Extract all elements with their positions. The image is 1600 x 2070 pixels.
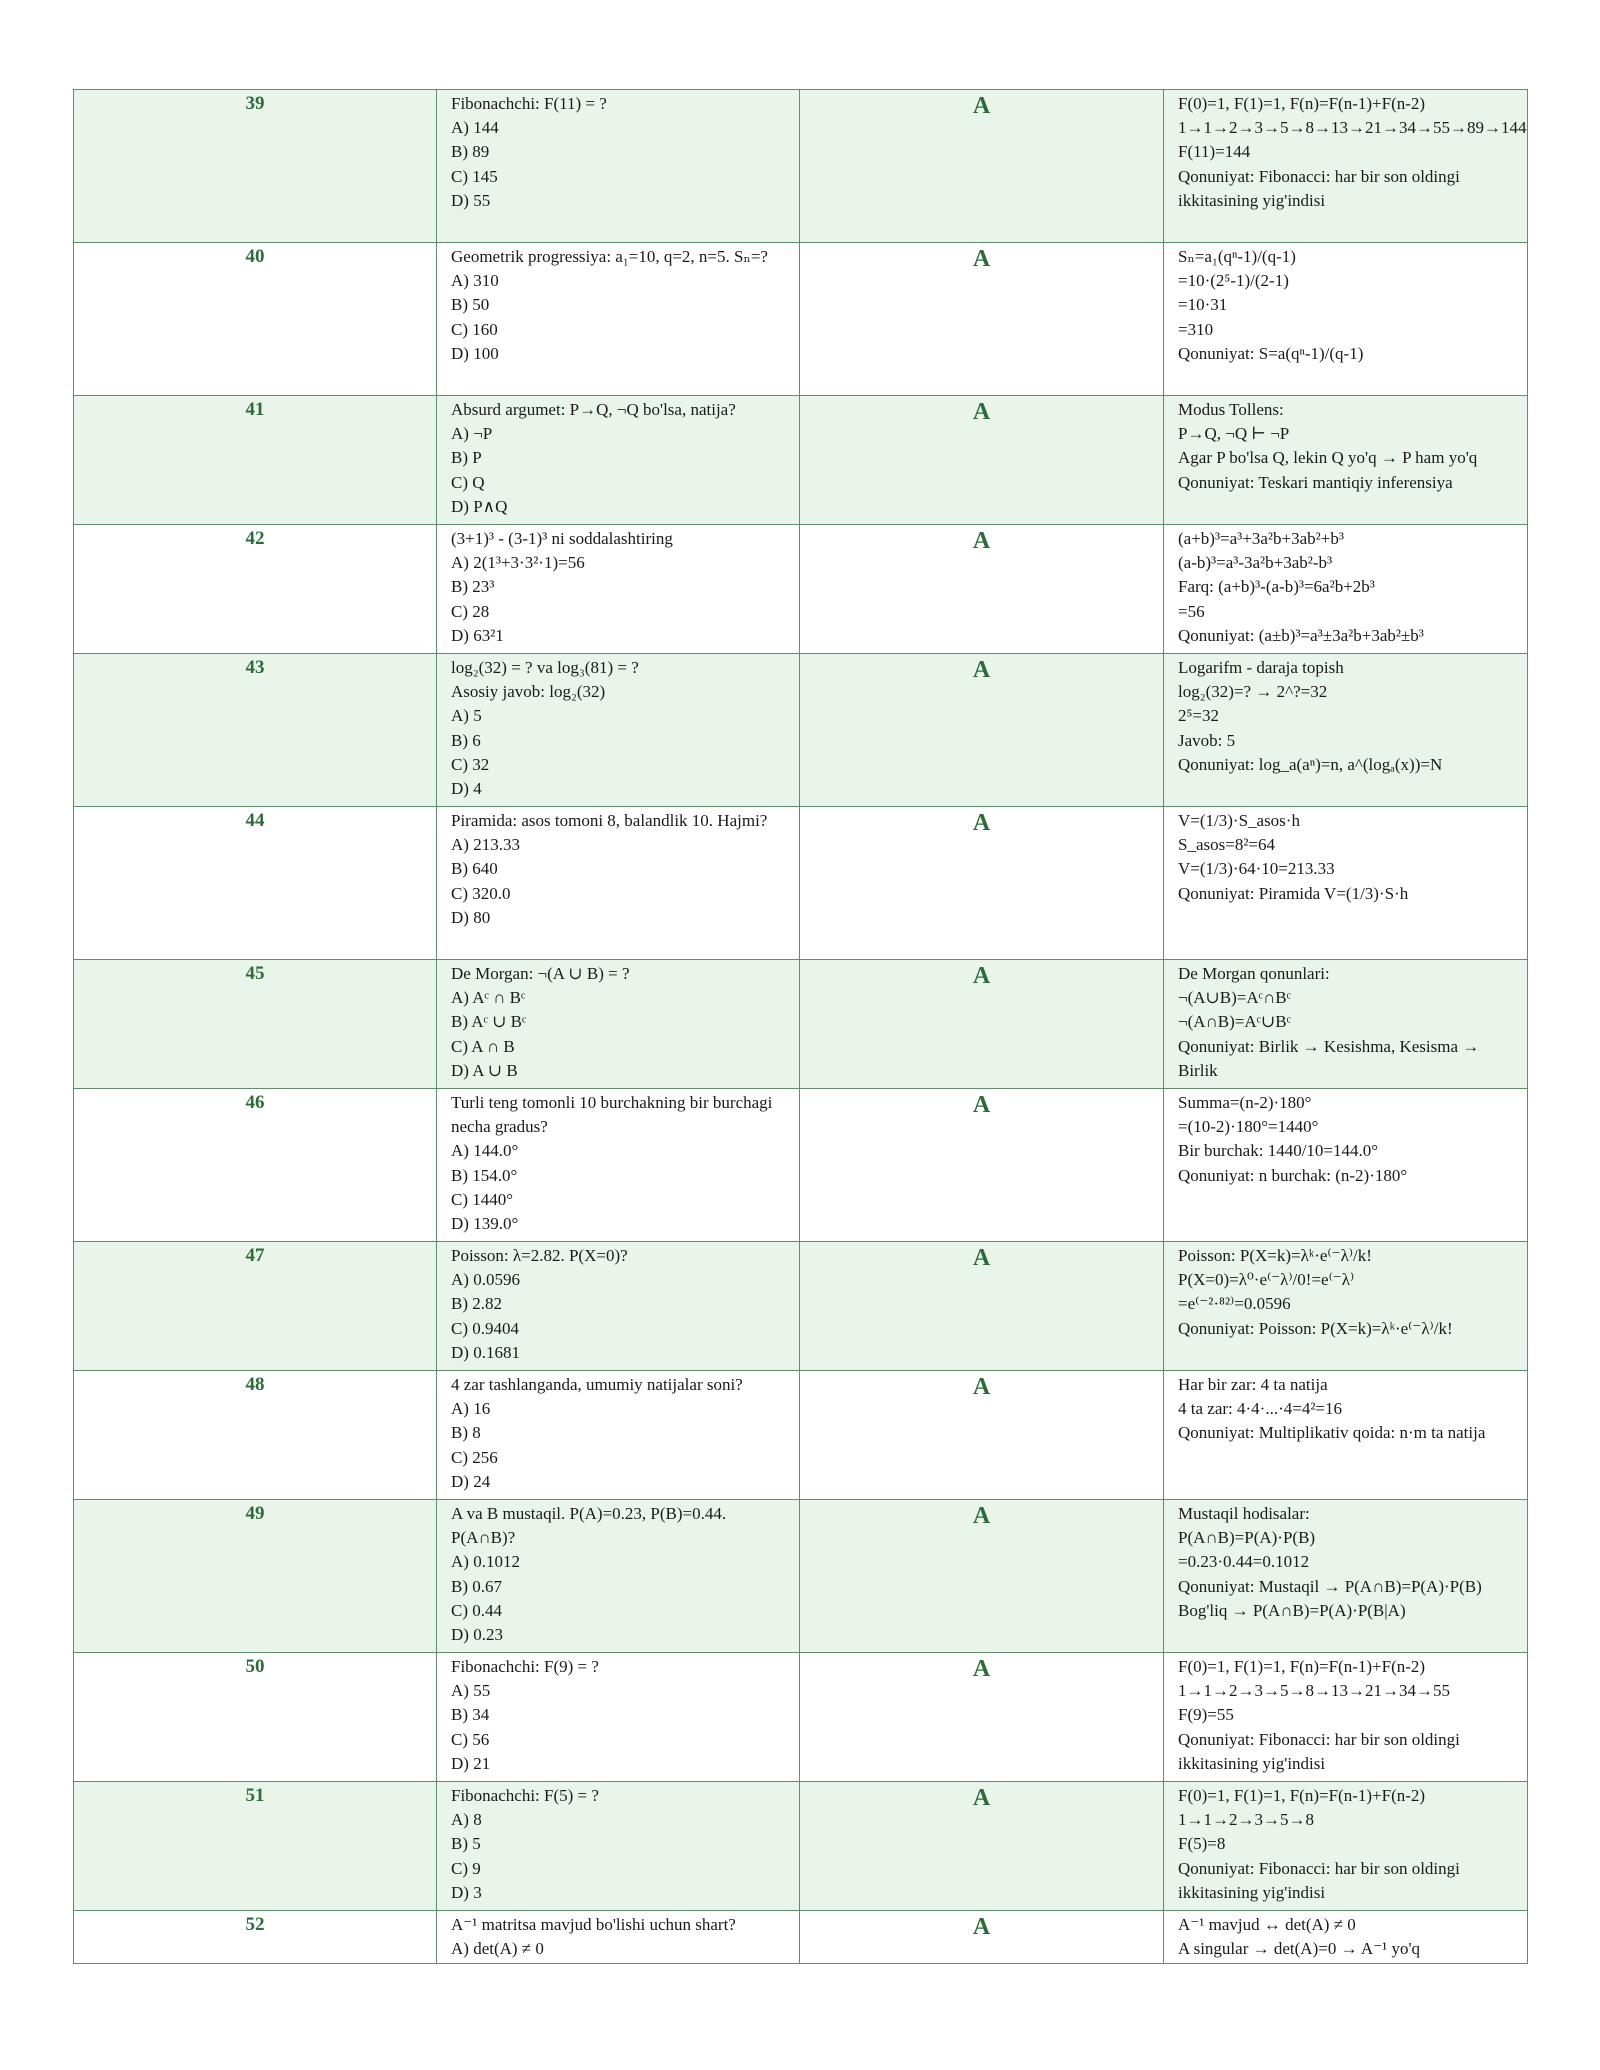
explanation-line: Qonuniyat: n burchak: (n-2)·180° xyxy=(1178,1165,1408,1185)
correct-answer: A xyxy=(800,960,1164,1089)
question-number: 39 xyxy=(74,90,437,243)
question-text: De Morgan: ¬(A ∪ B) = ? xyxy=(451,964,630,983)
question-text: Turli teng tomonli 10 burchakning bir burchagi necha gradus? xyxy=(451,1093,773,1137)
explanation-line: F(0)=1, F(1)=1, F(n)=F(n-1)+F(n-2) xyxy=(1178,1657,1426,1676)
explanation-cell xyxy=(1164,960,1528,1089)
answer-option: C) 0.9404 xyxy=(451,1318,519,1338)
answer-option: C) Q xyxy=(451,472,485,492)
answer-table xyxy=(73,89,1528,1964)
explanation-line: Qonuniyat: log_a(aⁿ)=n, a^(logₐ(x))=N xyxy=(1178,754,1443,774)
answer-option: B) 0.67 xyxy=(451,1576,502,1596)
explanation-line: Modus Tollens: xyxy=(1178,400,1284,419)
question-cell xyxy=(437,1653,800,1782)
question-number: 44 xyxy=(74,807,437,960)
answer-option: B) 6 xyxy=(451,730,481,750)
explanation-line: A singular → det(A)=0 → A⁻¹ yo'q xyxy=(1178,1939,1421,1959)
explanation-line: Qonuniyat: Mustaqil → P(A∩B)=P(A)·P(B) xyxy=(1178,1576,1482,1596)
table-row xyxy=(74,243,1528,396)
answer-option: A) 5 xyxy=(451,706,482,726)
explanation-cell xyxy=(1164,1653,1528,1782)
explanation-line: Farq: (a+b)³-(a-b)³=6a²b+2b³ xyxy=(1178,577,1375,597)
question-cell xyxy=(437,1371,800,1500)
answer-option: C) 145 xyxy=(451,166,498,186)
answer-option: Asosiy javob: log₂(32) xyxy=(451,682,606,702)
correct-answer: A xyxy=(800,1500,1164,1653)
question-text: Geometrik progressiya: a₁=10, q=2, n=5. Sₙ=? xyxy=(451,247,768,266)
question-cell xyxy=(437,396,800,525)
question-text: Fibonachchi: F(9) = ? xyxy=(451,1657,599,1676)
explanation-line: P→Q, ¬Q ⊢ ¬P xyxy=(1178,424,1290,444)
table-row xyxy=(74,525,1528,654)
table-row xyxy=(74,1371,1528,1500)
explanation-line: =310 xyxy=(1178,319,1214,339)
correct-answer: A xyxy=(800,525,1164,654)
answer-option: A) 0.1012 xyxy=(451,1552,520,1572)
answer-option: D) 0.1681 xyxy=(451,1342,520,1362)
question-cell xyxy=(437,807,800,960)
explanation-line: A⁻¹ mavjud ↔ det(A) ≠ 0 xyxy=(1178,1915,1356,1934)
explanation-line: Sₙ=a₁(qⁿ-1)/(q-1) xyxy=(1178,247,1296,266)
table-row xyxy=(74,960,1528,1089)
answer-option: A) 2(1³+3·3²·1)=56 xyxy=(451,553,585,573)
table-row xyxy=(74,90,1528,243)
question-number: 42 xyxy=(74,525,437,654)
answer-option: D) 0.23 xyxy=(451,1625,503,1645)
table-row xyxy=(74,1089,1528,1242)
correct-answer: A xyxy=(800,807,1164,960)
question-text: Poisson: λ=2.82. P(X=0)? xyxy=(451,1246,628,1265)
explanation-line: ¬(A∪B)=Aᶜ∩Bᶜ xyxy=(1178,988,1291,1008)
explanation-line: F(0)=1, F(1)=1, F(n)=F(n-1)+F(n-2) xyxy=(1178,94,1426,113)
explanation-cell xyxy=(1164,1089,1528,1242)
question-text: Fibonachchi: F(5) = ? xyxy=(451,1786,599,1805)
answer-option: D) 139.0° xyxy=(451,1214,519,1234)
answer-option: A) Aᶜ ∩ Bᶜ xyxy=(451,988,526,1008)
answer-option: C) 32 xyxy=(451,754,490,774)
explanation-line: Qonuniyat: Fibonacci: har bir son oldingi ikkitasining yig'indisi xyxy=(1178,166,1460,210)
explanation-line: (a-b)³=a³-3a²b+3ab²-b³ xyxy=(1178,553,1333,573)
answer-option: C) 256 xyxy=(451,1447,498,1467)
explanation-line: =(10-2)·180°=1440° xyxy=(1178,1117,1319,1137)
question-text: A⁻¹ matritsa mavjud bo'lishi uchun shart? xyxy=(451,1915,736,1934)
explanation-line: Har bir zar: 4 ta natija xyxy=(1178,1375,1328,1394)
answer-option: D) P∧Q xyxy=(451,496,508,516)
answer-option: A) 144 xyxy=(451,118,499,138)
answer-option: C) A ∩ B xyxy=(451,1036,515,1056)
answer-option: C) 28 xyxy=(451,601,490,621)
answer-option: B) 2.82 xyxy=(451,1294,502,1314)
question-cell xyxy=(437,1089,800,1242)
question-text: (3+1)³ - (3-1)³ ni soddalashtiring xyxy=(451,529,673,548)
correct-answer: A xyxy=(800,1782,1164,1911)
question-cell xyxy=(437,1500,800,1653)
explanation-line: =10·31 xyxy=(1178,295,1228,315)
explanation-line: Bog'liq → P(A∩B)=P(A)·P(B|A) xyxy=(1178,1600,1406,1620)
answer-option: A) 144.0° xyxy=(451,1141,519,1161)
answer-option: A) ¬P xyxy=(451,424,493,444)
explanation-cell xyxy=(1164,396,1528,525)
explanation-cell xyxy=(1164,1500,1528,1653)
question-cell xyxy=(437,960,800,1089)
explanation-line: De Morgan qonunlari: xyxy=(1178,964,1330,983)
table-row xyxy=(74,1242,1528,1371)
explanation-line: Poisson: P(X=k)=λᵏ·e⁽⁻λ⁾/k! xyxy=(1178,1246,1372,1265)
explanation-line: Qonuniyat: Fibonacci: har bir son oldingi ikkitasining yig'indisi xyxy=(1178,1729,1460,1773)
table-row xyxy=(74,1911,1528,1964)
question-number: 41 xyxy=(74,396,437,525)
correct-answer: A xyxy=(800,1089,1164,1242)
answer-option: A) 16 xyxy=(451,1399,491,1419)
question-cell xyxy=(437,243,800,396)
answer-option: B) 50 xyxy=(451,295,490,315)
answer-option: B) 89 xyxy=(451,142,490,162)
explanation-cell xyxy=(1164,90,1528,243)
answer-option: D) 4 xyxy=(451,779,482,799)
question-number: 52 xyxy=(74,1911,437,1964)
question-cell xyxy=(437,1242,800,1371)
table-row xyxy=(74,1500,1528,1653)
correct-answer: A xyxy=(800,1242,1164,1371)
answer-option: B) 154.0° xyxy=(451,1165,518,1185)
table-row xyxy=(74,807,1528,960)
explanation-line: 1→1→2→3→5→8→13→21→34→55→89→144 xyxy=(1178,118,1527,138)
explanation-line: F(0)=1, F(1)=1, F(n)=F(n-1)+F(n-2) xyxy=(1178,1786,1426,1805)
explanation-line: 1→1→2→3→5→8 xyxy=(1178,1810,1314,1830)
explanation-line: 1→1→2→3→5→8→13→21→34→55 xyxy=(1178,1681,1450,1701)
answer-option: A) 310 xyxy=(451,271,499,291)
question-text: Absurd argumet: P→Q, ¬Q bo'lsa, natija? xyxy=(451,400,736,419)
answer-option: A) 8 xyxy=(451,1810,482,1830)
question-cell xyxy=(437,525,800,654)
table-row xyxy=(74,1782,1528,1911)
answer-table-body xyxy=(74,90,1528,1964)
correct-answer: A xyxy=(800,90,1164,243)
question-number: 45 xyxy=(74,960,437,1089)
explanation-line: Agar P bo'lsa Q, lekin Q yo'q → P ham yo'q xyxy=(1178,448,1478,468)
answer-option: C) 1440° xyxy=(451,1189,514,1209)
question-text: 4 zar tashlanganda, umumiy natijalar soni? xyxy=(451,1375,743,1394)
explanation-line: V=(1/3)·64·10=213.33 xyxy=(1178,859,1335,879)
explanation-line: =56 xyxy=(1178,601,1205,621)
answer-option: C) 56 xyxy=(451,1729,490,1749)
answer-option: B) 640 xyxy=(451,859,498,879)
question-number: 47 xyxy=(74,1242,437,1371)
explanation-line: Qonuniyat: Piramida V=(1/3)·S·h xyxy=(1178,883,1409,903)
question-number: 50 xyxy=(74,1653,437,1782)
explanation-line: Javob: 5 xyxy=(1178,730,1236,750)
explanation-line: =e⁽⁻²·⁸²⁾=0.0596 xyxy=(1178,1294,1291,1314)
table-row xyxy=(74,396,1528,525)
explanation-line: Qonuniyat: (a±b)³=a³±3a²b+3ab²±b³ xyxy=(1178,625,1424,645)
explanation-line: F(5)=8 xyxy=(1178,1834,1226,1854)
answer-option: D) 3 xyxy=(451,1882,482,1902)
answer-option: C) 320.0 xyxy=(451,883,511,903)
correct-answer: A xyxy=(800,396,1164,525)
question-cell xyxy=(437,90,800,243)
explanation-line: Qonuniyat: Birlik → Kesishma, Kesisma → Birlik xyxy=(1178,1036,1480,1080)
explanation-line: ¬(A∩B)=Aᶜ∪Bᶜ xyxy=(1178,1012,1291,1032)
answer-option: A) 213.33 xyxy=(451,835,520,855)
answer-option: D) 24 xyxy=(451,1471,491,1491)
question-cell xyxy=(437,654,800,807)
explanation-cell xyxy=(1164,1371,1528,1500)
answer-option: B) Aᶜ ∪ Bᶜ xyxy=(451,1012,527,1032)
question-number: 43 xyxy=(74,654,437,807)
table-row xyxy=(74,1653,1528,1782)
explanation-line: 4 ta zar: 4·4·...·4=4²=16 xyxy=(1178,1399,1342,1419)
answer-option: B) P xyxy=(451,448,482,468)
explanation-line: Qonuniyat: S=a(qⁿ-1)/(q-1) xyxy=(1178,343,1364,363)
answer-option: D) 21 xyxy=(451,1753,491,1773)
explanation-cell xyxy=(1164,654,1528,807)
question-number: 40 xyxy=(74,243,437,396)
question-text: Fibonachchi: F(11) = ? xyxy=(451,94,607,113)
question-number: 49 xyxy=(74,1500,437,1653)
correct-answer: A xyxy=(800,1371,1164,1500)
answer-option: B) 23³ xyxy=(451,577,495,597)
answer-option: B) 8 xyxy=(451,1423,481,1443)
explanation-cell xyxy=(1164,807,1528,960)
explanation-line: S_asos=8²=64 xyxy=(1178,835,1276,855)
question-number: 51 xyxy=(74,1782,437,1911)
explanation-line: Logarifm - daraja topish xyxy=(1178,658,1344,677)
explanation-cell xyxy=(1164,1911,1528,1964)
answer-option: C) 0.44 xyxy=(451,1600,502,1620)
explanation-cell xyxy=(1164,1782,1528,1911)
answer-option: D) 100 xyxy=(451,343,499,363)
answer-option: D) 55 xyxy=(451,190,491,210)
explanation-line: log₂(32)=? → 2^?=32 xyxy=(1178,682,1328,702)
correct-answer: A xyxy=(800,243,1164,396)
question-number: 48 xyxy=(74,1371,437,1500)
explanation-line: (a+b)³=a³+3a²b+3ab²+b³ xyxy=(1178,529,1344,548)
question-cell xyxy=(437,1911,800,1964)
question-text: Piramida: asos tomoni 8, balandlik 10. Hajmi? xyxy=(451,811,768,830)
explanation-line: =10·(2⁵-1)/(2-1) xyxy=(1178,271,1289,291)
question-text: A va B mustaqil. P(A)=0.23, P(B)=0.44. P(A∩B)? xyxy=(451,1504,727,1548)
explanation-line: P(A∩B)=P(A)·P(B) xyxy=(1178,1528,1316,1548)
explanation-line: P(X=0)=λ⁰·e⁽⁻λ⁾/0!=e⁽⁻λ⁾ xyxy=(1178,1270,1355,1290)
answer-option: A) det(A) ≠ 0 xyxy=(451,1939,544,1959)
explanation-line: Mustaqil hodisalar: xyxy=(1178,1504,1310,1523)
correct-answer: A xyxy=(800,1911,1164,1964)
correct-answer: A xyxy=(800,654,1164,807)
answer-option: C) 160 xyxy=(451,319,498,339)
question-number: 46 xyxy=(74,1089,437,1242)
explanation-line: F(11)=144 xyxy=(1178,142,1251,162)
answer-option: B) 34 xyxy=(451,1705,490,1725)
explanation-line: V=(1/3)·S_asos·h xyxy=(1178,811,1300,830)
explanation-line: 2⁵=32 xyxy=(1178,706,1220,726)
explanation-cell xyxy=(1164,1242,1528,1371)
explanation-cell xyxy=(1164,243,1528,396)
answer-option: D) 63²1 xyxy=(451,625,504,645)
answer-option: B) 5 xyxy=(451,1834,481,1854)
explanation-line: Qonuniyat: Poisson: P(X=k)=λᵏ·e⁽⁻λ⁾/k! xyxy=(1178,1318,1453,1338)
explanation-line: Summa=(n-2)·180° xyxy=(1178,1093,1312,1112)
explanation-line: Bir burchak: 1440/10=144.0° xyxy=(1178,1141,1379,1161)
question-cell xyxy=(437,1782,800,1911)
explanation-line: Qonuniyat: Multiplikativ qoida: n·m ta natija xyxy=(1178,1423,1486,1443)
explanation-line: Qonuniyat: Fibonacci: har bir son oldingi ikkitasining yig'indisi xyxy=(1178,1858,1460,1902)
question-text: log₂(32) = ? va log₃(81) = ? xyxy=(451,658,639,677)
answer-option: D) 80 xyxy=(451,907,491,927)
explanation-cell xyxy=(1164,525,1528,654)
table-row xyxy=(74,654,1528,807)
answer-option: A) 55 xyxy=(451,1681,491,1701)
answer-option: C) 9 xyxy=(451,1858,481,1878)
explanation-line: F(9)=55 xyxy=(1178,1705,1234,1725)
explanation-line: =0.23·0.44=0.1012 xyxy=(1178,1552,1310,1572)
answer-option: A) 0.0596 xyxy=(451,1270,520,1290)
explanation-line: Qonuniyat: Teskari mantiqiy inferensiya xyxy=(1178,472,1453,492)
correct-answer: A xyxy=(800,1653,1164,1782)
answer-option: D) A ∪ B xyxy=(451,1060,518,1080)
